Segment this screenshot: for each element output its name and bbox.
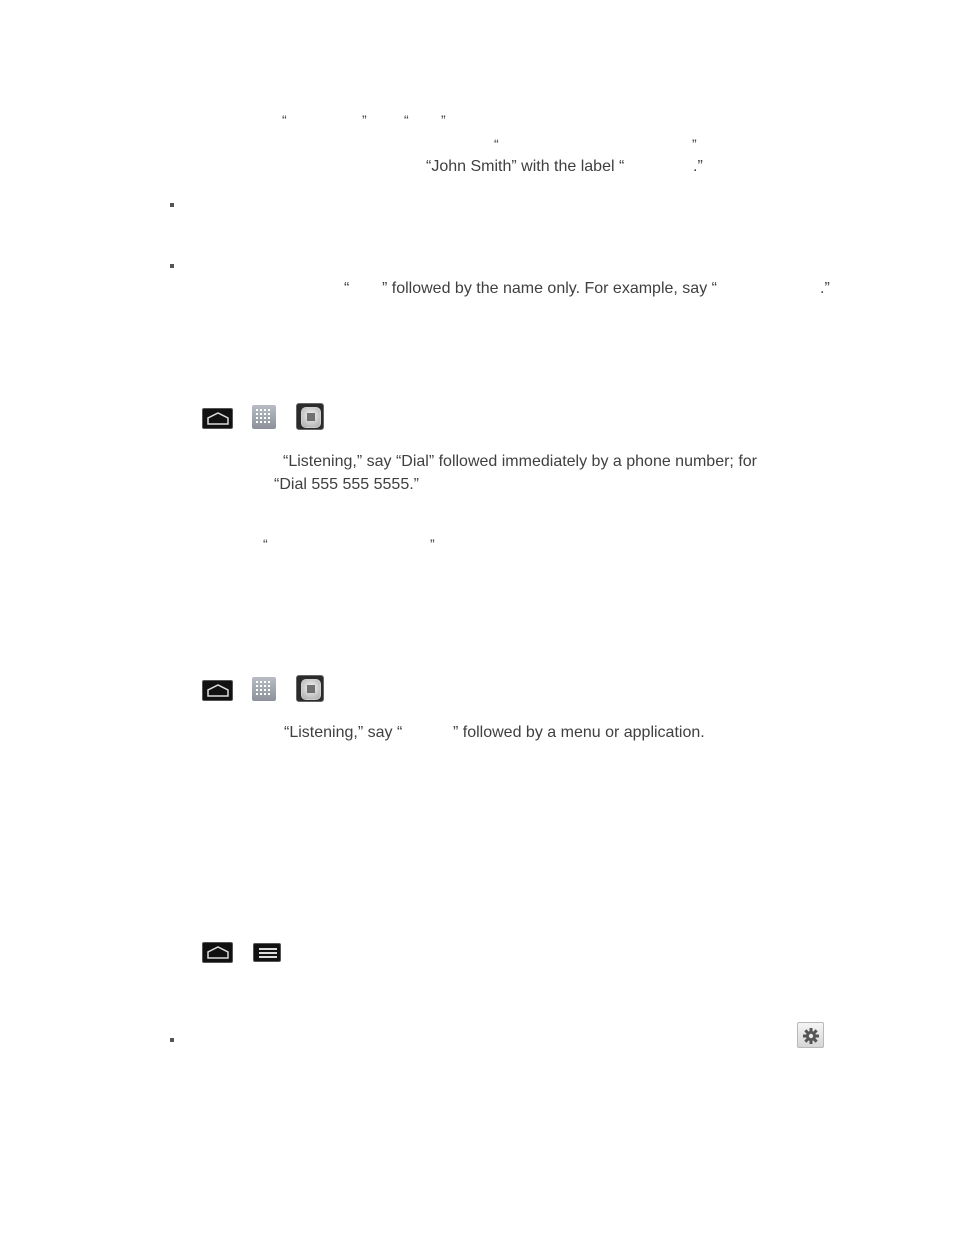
applications-icon [252,405,276,429]
menu-icon [253,943,281,962]
quote-mark: “ [404,112,409,128]
quote-mark: ” [362,112,367,128]
home-icon [202,408,233,429]
home-icon [202,680,233,701]
voice-command-icon [296,403,324,430]
applications-icon [252,677,276,701]
list-bullet [170,203,174,207]
open-instruction-text: “Listening,” say “ [284,724,403,741]
open-instruction-end: ” followed by a menu or application. [453,724,705,741]
quote-mark: “ [494,136,499,152]
dial-instruction-text: “Listening,” say “Dial” followed immediately by a phone number; for [283,453,757,470]
list-bullet [170,1038,174,1042]
voice-command-icon [296,675,324,702]
dial-example-text: “Dial 555 555 5555.” [274,476,419,493]
john-smith-label-text: “John Smith” with the label “ [426,158,625,175]
name-only-open-quote: “ [344,280,350,297]
quote-mark: “ [263,536,268,552]
john-smith-label-end: .” [693,158,703,175]
name-only-text: ” followed by the name only. For example, say “ [382,280,717,297]
settings-gear-icon [797,1022,824,1048]
quote-mark: ” [441,112,446,128]
list-bullet [170,264,174,268]
quote-mark: ” [430,536,435,552]
quote-mark: ” [692,136,697,152]
name-only-end: .” [820,280,830,297]
quote-mark: “ [282,112,287,128]
home-icon [202,942,233,963]
